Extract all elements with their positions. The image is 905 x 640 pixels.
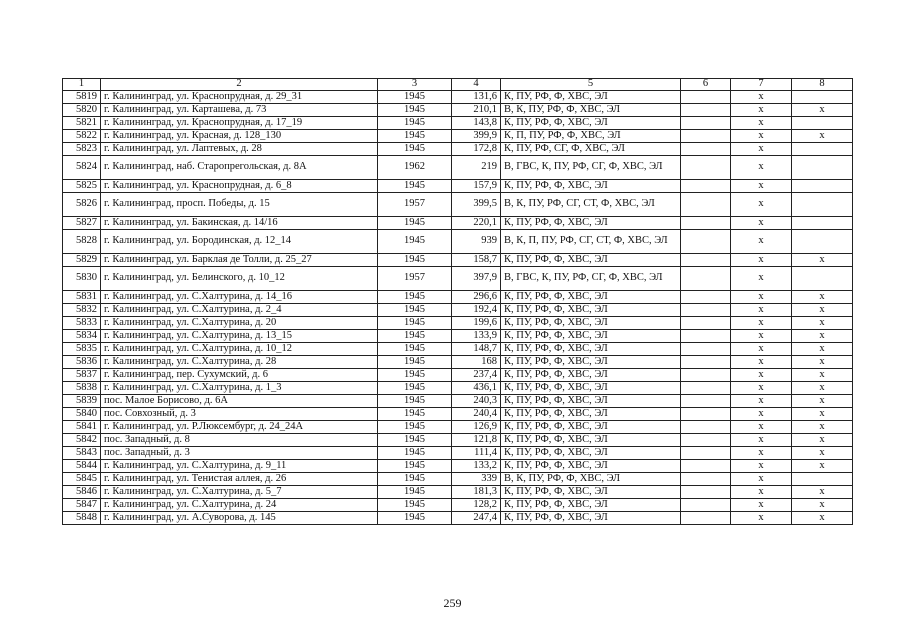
col7-mark: x: [731, 421, 792, 434]
col6-cell: [681, 486, 731, 499]
col7-mark: x: [731, 382, 792, 395]
col8-mark: [792, 117, 853, 130]
col7-mark: x: [731, 117, 792, 130]
col6-cell: [681, 130, 731, 143]
col8-mark: x: [792, 408, 853, 421]
row-number: 5842: [63, 434, 101, 447]
col7-mark: x: [731, 91, 792, 104]
col6-cell: [681, 382, 731, 395]
year-cell: 1957: [378, 267, 452, 291]
elements-cell: В, К, П, ПУ, РФ, СГ, СТ, Ф, ХВС, ЭЛ: [501, 230, 681, 254]
column-header-5: 5: [501, 79, 681, 91]
col6-cell: [681, 143, 731, 156]
area-cell: 192,4: [452, 304, 501, 317]
address-cell: г. Калининград, ул. Краснопрудная, д. 17_19: [101, 117, 378, 130]
row-number: 5844: [63, 460, 101, 473]
year-cell: 1957: [378, 193, 452, 217]
col8-mark: x: [792, 421, 853, 434]
address-cell: г. Калининград, ул. С.Халтурина, д. 20: [101, 317, 378, 330]
col6-cell: [681, 117, 731, 130]
address-cell: пос. Совхозный, д. 3: [101, 408, 378, 421]
address-cell: г. Калининград, ул. С.Халтурина, д. 24: [101, 499, 378, 512]
col8-mark: [792, 91, 853, 104]
col7-mark: x: [731, 143, 792, 156]
address-cell: г. Калининград, просп. Победы, д. 15: [101, 193, 378, 217]
row-number: 5829: [63, 254, 101, 267]
table-row: [63, 395, 853, 408]
table-row: [63, 343, 853, 356]
col8-mark: x: [792, 512, 853, 525]
col7-mark: x: [731, 180, 792, 193]
elements-cell: К, ПУ, РФ, Ф, ХВС, ЭЛ: [501, 217, 681, 230]
col6-cell: [681, 421, 731, 434]
col8-mark: x: [792, 434, 853, 447]
table-row: [63, 382, 853, 395]
header-row: [63, 79, 853, 91]
year-cell: 1945: [378, 254, 452, 267]
table-row: [63, 180, 853, 193]
col6-cell: [681, 217, 731, 230]
area-cell: 168: [452, 356, 501, 369]
year-cell: 1945: [378, 473, 452, 486]
col7-mark: x: [731, 317, 792, 330]
col6-cell: [681, 104, 731, 117]
col8-mark: x: [792, 369, 853, 382]
col8-mark: [792, 180, 853, 193]
table-row: [63, 486, 853, 499]
address-cell: г. Калининград, ул. Бакинская, д. 14/16: [101, 217, 378, 230]
area-cell: 436,1: [452, 382, 501, 395]
year-cell: 1945: [378, 447, 452, 460]
address-cell: г. Калининград, ул. А.Суворова, д. 145: [101, 512, 378, 525]
year-cell: 1962: [378, 156, 452, 180]
col7-mark: x: [731, 434, 792, 447]
elements-cell: В, ГВС, К, ПУ, РФ, СГ, Ф, ХВС, ЭЛ: [501, 156, 681, 180]
year-cell: 1945: [378, 317, 452, 330]
col6-cell: [681, 317, 731, 330]
area-cell: 131,6: [452, 91, 501, 104]
year-cell: 1945: [378, 230, 452, 254]
table-row: [63, 217, 853, 230]
area-cell: 399,9: [452, 130, 501, 143]
table-body: [63, 91, 853, 525]
year-cell: 1945: [378, 434, 452, 447]
col7-mark: x: [731, 512, 792, 525]
elements-cell: К, ПУ, РФ, Ф, ХВС, ЭЛ: [501, 369, 681, 382]
col7-mark: x: [731, 291, 792, 304]
address-cell: пос. Малое Борисово, д. 6А: [101, 395, 378, 408]
elements-cell: В, ГВС, К, ПУ, РФ, СГ, Ф, ХВС, ЭЛ: [501, 267, 681, 291]
col7-mark: x: [731, 254, 792, 267]
col8-mark: x: [792, 499, 853, 512]
row-number: 5839: [63, 395, 101, 408]
table-row: [63, 473, 853, 486]
housing-register-table: [62, 78, 853, 525]
col8-mark: x: [792, 291, 853, 304]
address-cell: г. Калининград, наб. Старопрегольская, д. 8А: [101, 156, 378, 180]
year-cell: 1945: [378, 408, 452, 421]
area-cell: 220,1: [452, 217, 501, 230]
area-cell: 143,8: [452, 117, 501, 130]
col8-mark: [792, 217, 853, 230]
column-header-6: 6: [681, 79, 731, 91]
elements-cell: К, П, ПУ, РФ, Ф, ХВС, ЭЛ: [501, 130, 681, 143]
row-number: 5841: [63, 421, 101, 434]
area-cell: 210,1: [452, 104, 501, 117]
row-number: 5820: [63, 104, 101, 117]
elements-cell: К, ПУ, РФ, Ф, ХВС, ЭЛ: [501, 117, 681, 130]
elements-cell: В, К, ПУ, РФ, Ф, ХВС, ЭЛ: [501, 104, 681, 117]
col8-mark: x: [792, 343, 853, 356]
col6-cell: [681, 369, 731, 382]
col6-cell: [681, 304, 731, 317]
elements-cell: К, ПУ, РФ, Ф, ХВС, ЭЛ: [501, 254, 681, 267]
column-header-8: 8: [792, 79, 853, 91]
row-number: 5836: [63, 356, 101, 369]
col8-mark: [792, 230, 853, 254]
row-number: 5827: [63, 217, 101, 230]
column-header-2: 2: [101, 79, 378, 91]
col8-mark: x: [792, 460, 853, 473]
address-cell: г. Калининград, ул. Краснопрудная, д. 29_31: [101, 91, 378, 104]
col8-mark: x: [792, 486, 853, 499]
elements-cell: К, ПУ, РФ, Ф, ХВС, ЭЛ: [501, 382, 681, 395]
table-row: [63, 447, 853, 460]
row-number: 5826: [63, 193, 101, 217]
year-cell: 1945: [378, 130, 452, 143]
col6-cell: [681, 230, 731, 254]
col7-mark: x: [731, 499, 792, 512]
table-row: [63, 434, 853, 447]
row-number: 5843: [63, 447, 101, 460]
row-number: 5824: [63, 156, 101, 180]
elements-cell: К, ПУ, РФ, Ф, ХВС, ЭЛ: [501, 304, 681, 317]
area-cell: 133,2: [452, 460, 501, 473]
address-cell: г. Калининград, ул. С.Халтурина, д. 2_4: [101, 304, 378, 317]
col7-mark: x: [731, 230, 792, 254]
col8-mark: x: [792, 104, 853, 117]
address-cell: г. Калининград, пер. Сухумский, д. 6: [101, 369, 378, 382]
table-row: [63, 104, 853, 117]
address-cell: г. Калининград, ул. Бородинская, д. 12_14: [101, 230, 378, 254]
col8-mark: [792, 267, 853, 291]
area-cell: 172,8: [452, 143, 501, 156]
table-row: [63, 193, 853, 217]
area-cell: 133,9: [452, 330, 501, 343]
page-number: 259: [443, 596, 462, 610]
area-cell: 296,6: [452, 291, 501, 304]
row-number: 5838: [63, 382, 101, 395]
area-cell: 247,4: [452, 512, 501, 525]
address-cell: г. Калининград, ул. Тенистая аллея, д. 26: [101, 473, 378, 486]
address-cell: г. Калининград, ул. Р.Люксембург, д. 24_24А: [101, 421, 378, 434]
elements-cell: К, ПУ, РФ, Ф, ХВС, ЭЛ: [501, 434, 681, 447]
col6-cell: [681, 512, 731, 525]
address-cell: г. Калининград, ул. С.Халтурина, д. 5_7: [101, 486, 378, 499]
col6-cell: [681, 447, 731, 460]
col6-cell: [681, 156, 731, 180]
table-row: [63, 460, 853, 473]
address-cell: г. Калининград, ул. Карташева, д. 73: [101, 104, 378, 117]
col6-cell: [681, 434, 731, 447]
elements-cell: К, ПУ, РФ, Ф, ХВС, ЭЛ: [501, 447, 681, 460]
row-number: 5834: [63, 330, 101, 343]
col7-mark: x: [731, 104, 792, 117]
col6-cell: [681, 91, 731, 104]
col6-cell: [681, 267, 731, 291]
col6-cell: [681, 395, 731, 408]
elements-cell: К, ПУ, РФ, Ф, ХВС, ЭЛ: [501, 180, 681, 193]
col6-cell: [681, 193, 731, 217]
elements-cell: К, ПУ, РФ, СГ, Ф, ХВС, ЭЛ: [501, 143, 681, 156]
area-cell: 219: [452, 156, 501, 180]
area-cell: 939: [452, 230, 501, 254]
table-row: [63, 91, 853, 104]
table-row: [63, 356, 853, 369]
col7-mark: x: [731, 156, 792, 180]
col8-mark: x: [792, 382, 853, 395]
year-cell: 1945: [378, 143, 452, 156]
col8-mark: [792, 473, 853, 486]
table-row: [63, 499, 853, 512]
column-header-4: 4: [452, 79, 501, 91]
col6-cell: [681, 473, 731, 486]
area-cell: 397,9: [452, 267, 501, 291]
col7-mark: x: [731, 447, 792, 460]
col6-cell: [681, 343, 731, 356]
table-row: [63, 230, 853, 254]
table-row: [63, 254, 853, 267]
table-row: [63, 130, 853, 143]
row-number: 5848: [63, 512, 101, 525]
area-cell: 158,7: [452, 254, 501, 267]
col8-mark: x: [792, 304, 853, 317]
elements-cell: К, ПУ, РФ, Ф, ХВС, ЭЛ: [501, 460, 681, 473]
col8-mark: x: [792, 330, 853, 343]
col7-mark: x: [731, 369, 792, 382]
col6-cell: [681, 499, 731, 512]
address-cell: г. Калининград, ул. С.Халтурина, д. 14_16: [101, 291, 378, 304]
area-cell: 237,4: [452, 369, 501, 382]
col8-mark: [792, 193, 853, 217]
col6-cell: [681, 460, 731, 473]
column-header-1: 1: [63, 79, 101, 91]
area-cell: 148,7: [452, 343, 501, 356]
col7-mark: x: [731, 486, 792, 499]
area-cell: 240,4: [452, 408, 501, 421]
row-number: 5846: [63, 486, 101, 499]
address-cell: пос. Западный, д. 3: [101, 447, 378, 460]
table-row: [63, 421, 853, 434]
elements-cell: В, К, ПУ, РФ, Ф, ХВС, ЭЛ: [501, 473, 681, 486]
col7-mark: x: [731, 343, 792, 356]
year-cell: 1945: [378, 104, 452, 117]
year-cell: 1945: [378, 330, 452, 343]
row-number: 5819: [63, 91, 101, 104]
col8-mark: [792, 143, 853, 156]
col8-mark: x: [792, 317, 853, 330]
table-row: [63, 369, 853, 382]
elements-cell: К, ПУ, РФ, Ф, ХВС, ЭЛ: [501, 421, 681, 434]
elements-cell: К, ПУ, РФ, Ф, ХВС, ЭЛ: [501, 343, 681, 356]
elements-cell: В, К, ПУ, РФ, СГ, СТ, Ф, ХВС, ЭЛ: [501, 193, 681, 217]
year-cell: 1945: [378, 395, 452, 408]
col6-cell: [681, 356, 731, 369]
row-number: 5821: [63, 117, 101, 130]
elements-cell: К, ПУ, РФ, Ф, ХВС, ЭЛ: [501, 330, 681, 343]
area-cell: 181,3: [452, 486, 501, 499]
col6-cell: [681, 180, 731, 193]
table-row: [63, 317, 853, 330]
address-cell: г. Калининград, ул. Красная, д. 128_130: [101, 130, 378, 143]
elements-cell: К, ПУ, РФ, Ф, ХВС, ЭЛ: [501, 499, 681, 512]
area-cell: 157,9: [452, 180, 501, 193]
elements-cell: К, ПУ, РФ, Ф, ХВС, ЭЛ: [501, 356, 681, 369]
year-cell: 1945: [378, 499, 452, 512]
elements-cell: К, ПУ, РФ, Ф, ХВС, ЭЛ: [501, 395, 681, 408]
col8-mark: x: [792, 356, 853, 369]
table-row: [63, 330, 853, 343]
row-number: 5833: [63, 317, 101, 330]
column-header-7: 7: [731, 79, 792, 91]
col7-mark: x: [731, 304, 792, 317]
area-cell: 399,5: [452, 193, 501, 217]
table-row: [63, 267, 853, 291]
area-cell: 126,9: [452, 421, 501, 434]
col8-mark: x: [792, 254, 853, 267]
year-cell: 1945: [378, 291, 452, 304]
year-cell: 1945: [378, 421, 452, 434]
area-cell: 128,2: [452, 499, 501, 512]
area-cell: 121,8: [452, 434, 501, 447]
col7-mark: x: [731, 460, 792, 473]
col8-mark: x: [792, 395, 853, 408]
row-number: 5828: [63, 230, 101, 254]
col7-mark: x: [731, 473, 792, 486]
col8-mark: x: [792, 447, 853, 460]
table-row: [63, 304, 853, 317]
year-cell: 1945: [378, 486, 452, 499]
row-number: 5831: [63, 291, 101, 304]
year-cell: 1945: [378, 369, 452, 382]
address-cell: г. Калининград, ул. Краснопрудная, д. 6_8: [101, 180, 378, 193]
col7-mark: x: [731, 267, 792, 291]
row-number: 5823: [63, 143, 101, 156]
elements-cell: К, ПУ, РФ, Ф, ХВС, ЭЛ: [501, 408, 681, 421]
year-cell: 1945: [378, 460, 452, 473]
col6-cell: [681, 291, 731, 304]
col7-mark: x: [731, 217, 792, 230]
column-header-3: 3: [378, 79, 452, 91]
table-row: [63, 143, 853, 156]
year-cell: 1945: [378, 382, 452, 395]
address-cell: г. Калининград, ул. Барклая де Толли, д. 25_27: [101, 254, 378, 267]
address-cell: г. Калининград, ул. С.Халтурина, д. 28: [101, 356, 378, 369]
table-row: [63, 291, 853, 304]
address-cell: г. Калининград, ул. Лаптевых, д. 28: [101, 143, 378, 156]
col8-mark: x: [792, 130, 853, 143]
row-number: 5845: [63, 473, 101, 486]
row-number: 5835: [63, 343, 101, 356]
year-cell: 1945: [378, 512, 452, 525]
area-cell: 111,4: [452, 447, 501, 460]
elements-cell: К, ПУ, РФ, Ф, ХВС, ЭЛ: [501, 486, 681, 499]
year-cell: 1945: [378, 343, 452, 356]
address-cell: г. Калининград, ул. С.Халтурина, д. 9_11: [101, 460, 378, 473]
row-number: 5822: [63, 130, 101, 143]
year-cell: 1945: [378, 356, 452, 369]
elements-cell: К, ПУ, РФ, Ф, ХВС, ЭЛ: [501, 317, 681, 330]
col7-mark: x: [731, 330, 792, 343]
col7-mark: x: [731, 193, 792, 217]
table-row: [63, 512, 853, 525]
col8-mark: [792, 156, 853, 180]
elements-cell: К, ПУ, РФ, Ф, ХВС, ЭЛ: [501, 512, 681, 525]
year-cell: 1945: [378, 217, 452, 230]
row-number: 5837: [63, 369, 101, 382]
year-cell: 1945: [378, 180, 452, 193]
table-row: [63, 408, 853, 421]
col7-mark: x: [731, 395, 792, 408]
address-cell: г. Калининград, ул. С.Халтурина, д. 13_15: [101, 330, 378, 343]
col7-mark: x: [731, 408, 792, 421]
area-cell: 339: [452, 473, 501, 486]
row-number: 5825: [63, 180, 101, 193]
address-cell: г. Калининград, ул. С.Халтурина, д. 1_3: [101, 382, 378, 395]
address-cell: г. Калининград, ул. С.Халтурина, д. 10_12: [101, 343, 378, 356]
col6-cell: [681, 330, 731, 343]
row-number: 5847: [63, 499, 101, 512]
year-cell: 1945: [378, 304, 452, 317]
address-cell: пос. Западный, д. 8: [101, 434, 378, 447]
col6-cell: [681, 408, 731, 421]
row-number: 5830: [63, 267, 101, 291]
elements-cell: К, ПУ, РФ, Ф, ХВС, ЭЛ: [501, 91, 681, 104]
col7-mark: x: [731, 130, 792, 143]
table-row: [63, 117, 853, 130]
row-number: 5832: [63, 304, 101, 317]
col6-cell: [681, 254, 731, 267]
table-row: [63, 156, 853, 180]
year-cell: 1945: [378, 117, 452, 130]
col7-mark: x: [731, 356, 792, 369]
area-cell: 199,6: [452, 317, 501, 330]
address-cell: г. Калининград, ул. Белинского, д. 10_12: [101, 267, 378, 291]
area-cell: 240,3: [452, 395, 501, 408]
year-cell: 1945: [378, 91, 452, 104]
elements-cell: К, ПУ, РФ, Ф, ХВС, ЭЛ: [501, 291, 681, 304]
row-number: 5840: [63, 408, 101, 421]
